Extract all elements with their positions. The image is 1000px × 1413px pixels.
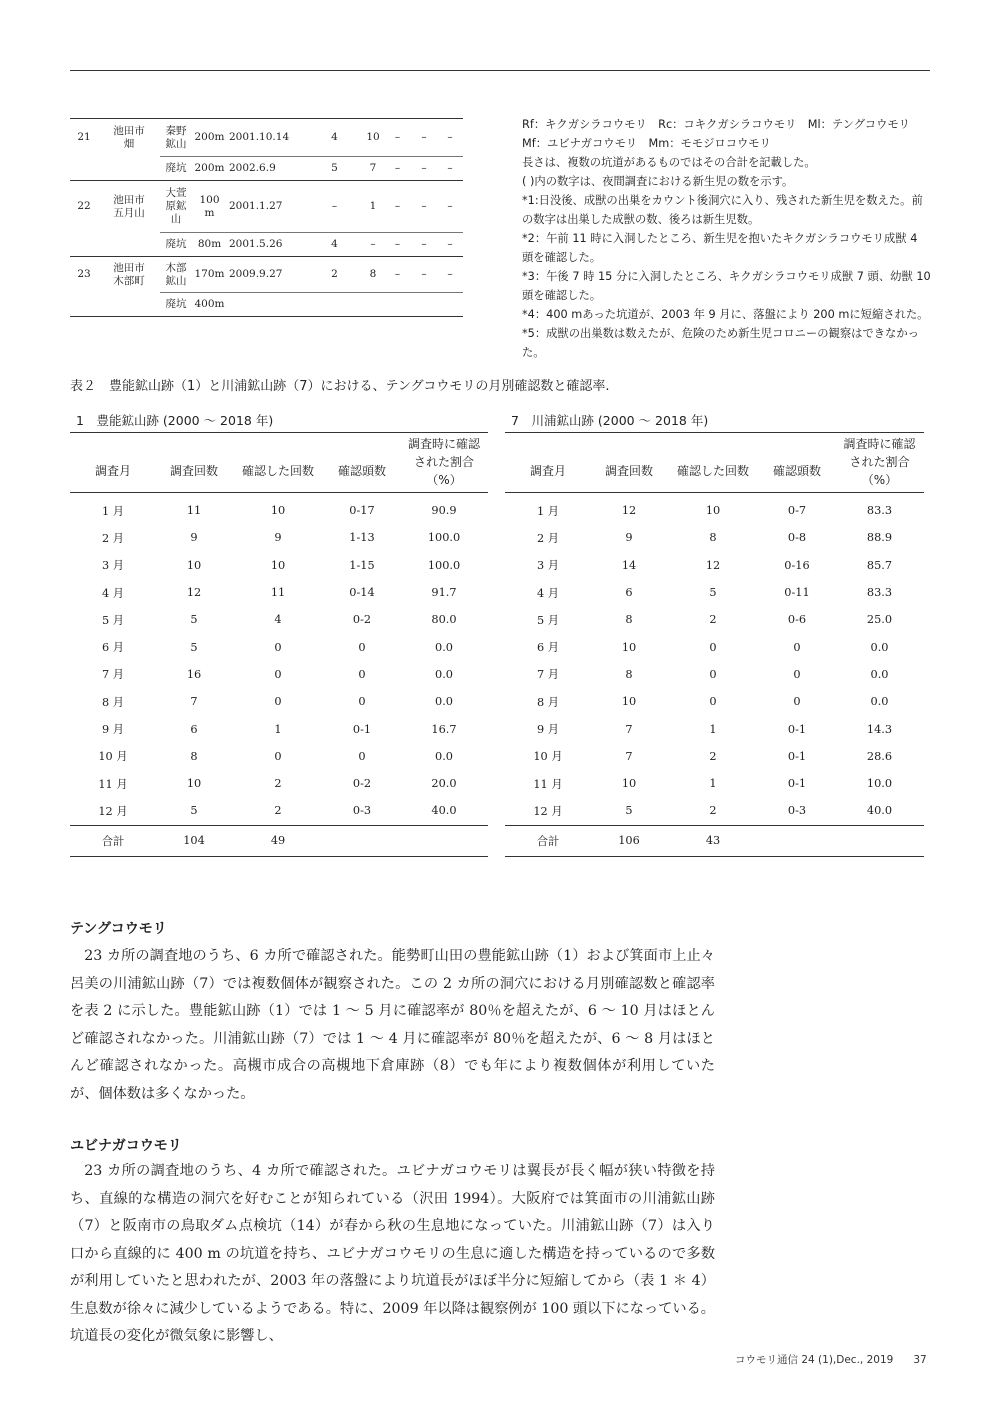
month-row xyxy=(70,633,488,660)
month-cell: 1 xyxy=(274,722,282,736)
month-cell: 8 xyxy=(709,531,717,545)
month-cell: 16.7 xyxy=(431,722,457,736)
survey-cell-no: 21 xyxy=(70,119,98,157)
month-row xyxy=(70,579,488,606)
survey-cell-a: 4 xyxy=(307,119,362,157)
month-cell: 12 月 xyxy=(533,804,563,818)
month-cell: 0-8 xyxy=(787,531,807,545)
month-cell: 3 月 xyxy=(536,559,560,573)
survey-cell-len: 200m xyxy=(192,157,227,181)
month-cell: 0 xyxy=(274,695,282,709)
month-cell: 0 xyxy=(274,640,282,654)
survey-row xyxy=(70,157,463,181)
survey-row xyxy=(70,181,463,233)
survey-cell-c: – xyxy=(384,257,411,293)
column-header-line: 調査時に確認 xyxy=(407,437,480,451)
month-cell: 5 月 xyxy=(101,613,125,627)
survey-cell-date: 2009.9.27 xyxy=(227,257,307,293)
month-cell: 10 xyxy=(621,640,637,654)
survey-cell-d xyxy=(411,293,437,317)
month-cell: 11 xyxy=(186,504,202,518)
month-cell: 5 xyxy=(709,586,717,600)
total-cell xyxy=(835,825,924,856)
total-cell: 49 xyxy=(232,825,324,856)
month-cell: 85.7 xyxy=(866,558,893,572)
month-row xyxy=(70,524,488,551)
month-row xyxy=(505,770,924,797)
month-cell: 0-11 xyxy=(784,586,810,600)
month-cell: 0.0 xyxy=(435,695,453,709)
month-cell: 28.6 xyxy=(866,749,893,763)
survey-cell-loc xyxy=(98,233,160,257)
section-heading-tengu: テングコウモリ xyxy=(70,921,167,937)
column-header: 確認した回数 xyxy=(232,433,324,493)
month-cell: 11 xyxy=(270,586,286,600)
month-cell: 9 月 xyxy=(101,723,125,737)
month-cell: 83.3 xyxy=(866,504,893,518)
survey-cell-site: 廃坑 xyxy=(160,157,192,181)
total-cell xyxy=(400,825,488,856)
survey-cell-e: – xyxy=(437,157,463,181)
note-line: *2：午前 11 時に入洞したところ、新生児を抱いたキクガシラコウモリ成獣 4 頭を確認した。 xyxy=(522,232,918,264)
month-cell: 10 月 xyxy=(98,750,128,764)
month-cell: 0.0 xyxy=(435,667,453,681)
total-cell: 合計 xyxy=(70,825,156,856)
month-row xyxy=(70,770,488,797)
survey-cell-len: 400m xyxy=(192,293,227,317)
survey-cell-loc xyxy=(98,293,160,317)
month-cell: 0-14 xyxy=(349,586,375,600)
note-line: *5：成獣の出巣数は数えたが、危険のため新生児コロニーの観察はできなかった。 xyxy=(522,327,919,359)
month-cell: 14.3 xyxy=(866,722,893,736)
month-cell: 2 xyxy=(709,804,717,818)
month-cell: 0-7 xyxy=(787,504,807,518)
month-cell: 10 xyxy=(186,777,202,791)
survey-cell-len: 170m xyxy=(192,257,227,293)
total-row xyxy=(505,825,924,856)
survey-cell-e: – xyxy=(437,233,463,257)
month-cell: 25.0 xyxy=(866,613,893,627)
survey-cell-date: 2002.6.9 xyxy=(227,157,307,181)
month-cell: 1 xyxy=(709,722,717,736)
month-cell: 10 xyxy=(270,504,286,518)
month-cell: 4 月 xyxy=(536,586,560,600)
month-cell: 88.9 xyxy=(866,531,893,545)
survey-cell-site: 秦野 鉱山 xyxy=(160,119,192,157)
month-row xyxy=(505,493,924,525)
survey-cell-d: – xyxy=(411,233,437,257)
month-cell: 5 xyxy=(190,613,198,627)
month-cell: 0 xyxy=(358,667,366,681)
survey-cell-d: – xyxy=(411,119,437,157)
column-header-line: された割合 xyxy=(413,455,474,469)
month-row xyxy=(505,688,924,715)
month-cell: 5 xyxy=(190,804,198,818)
month-row xyxy=(505,661,924,688)
month-cell: 0.0 xyxy=(435,749,453,763)
month-cell: 83.3 xyxy=(866,586,893,600)
month-cell: 0 xyxy=(709,667,717,681)
month-cell: 90.9 xyxy=(431,504,457,518)
month-row xyxy=(505,606,924,633)
survey-cell-a: – xyxy=(307,181,362,233)
month-row xyxy=(70,743,488,770)
month-cell: 0-2 xyxy=(352,613,372,627)
month-cell: 0-6 xyxy=(787,613,807,627)
month-cell: 2 月 xyxy=(101,531,125,545)
table-caption: 1 豊能鉱山跡 (2000 ～ 2018 年) xyxy=(76,413,274,428)
paragraph-yubinaga: 23 カ所の調査地のうち、4 カ所で確認された。ユビナガコウモリは翼長が長く幅が狭い特徴を持ち、直線的な構造の洞穴を好むことが知られている（沢田 1994）。大阪府では箕面市の川浦鉱山跡（7）と阪南市の鳥取ダム点検坑（14）が春から秋の生息地になっていた。川浦鉱山跡（7）は入り口から直線的に 400 m の坑道を持ち、ユビナガコウモリの生息に適した構造を持っているので多数が利用していたと思われたが、2003 年の落盤により坑道長がほぼ半分に短縮してから（表 1 ＊ 4）生息数が徐々に減少しているようである。特に、2009 年以降は観察例が 100 頭以下になっている。坑道長の変化が微気象に影響し、 xyxy=(70,1163,716,1344)
month-cell: 2 xyxy=(274,777,282,791)
month-row xyxy=(70,715,488,742)
month-row xyxy=(505,579,924,606)
survey-cell-loc: 池田市 畑 xyxy=(98,119,160,157)
month-cell: 0-1 xyxy=(352,722,372,736)
survey-cell-b: 1 xyxy=(362,181,384,233)
month-cell: 10 xyxy=(270,558,286,572)
survey-cell-b: 7 xyxy=(362,157,384,181)
survey-cell-a: 4 xyxy=(307,233,362,257)
month-cell: 0 xyxy=(709,695,717,709)
month-cell: 2 xyxy=(274,804,282,818)
month-cell: 16 xyxy=(186,667,202,681)
survey-cell-len: 80m xyxy=(192,233,227,257)
month-cell: 0-16 xyxy=(784,558,810,572)
total-cell xyxy=(324,825,400,856)
month-cell: 9 xyxy=(274,531,282,545)
table2-caption: 表２ 豊能鉱山跡（1）と川浦鉱山跡（7）における、テングコウモリの月別確認数と確認率. xyxy=(70,379,610,394)
month-cell: 2 xyxy=(709,749,717,763)
month-cell: 6 xyxy=(190,722,198,736)
journal-info: コウモリ通信 24 (1),Dec., 2019 xyxy=(735,1354,894,1366)
month-cell: 0.0 xyxy=(870,695,889,709)
section-heading-yubinaga: ユビナガコウモリ xyxy=(70,1138,182,1154)
paragraph-tengu: 23 カ所の調査地のうち、6 カ所で確認された。能勢町山田の豊能鉱山跡（1）および箕面市上止々呂美の川浦鉱山跡（7）では複数個体が観察された。この 2 カ所の洞穴における月別確認数と確認率を表 2 に示した。豊能鉱山跡（1）では 1 ～ 5 月に確認率が 80％を超えたが、6 ～ 10 月はほとんど確認されなかった。川浦鉱山跡（7）では 1 ～ 4 月に確認率が 80％を超えたが、6 ～ 8 月はほとんど確認されなかった。高槻市成合の高槻地下倉庫跡（8）でも年により複数個体が利用していたが、個体数は多くなかった。 xyxy=(70,948,715,1102)
note-line: *4：400 mあった坑道が、2003 年 9 月に、落盤により 200 mに短縮された。 xyxy=(522,308,929,321)
column-header: 調査回数 xyxy=(591,433,667,493)
month-cell: 11 月 xyxy=(98,777,128,791)
survey-cell-c: – xyxy=(384,157,411,181)
month-cell: 0 xyxy=(793,695,801,709)
month-cell: 7 月 xyxy=(536,668,560,682)
survey-cell-c: – xyxy=(384,181,411,233)
survey-cell-c: – xyxy=(384,233,411,257)
month-cell: 0 xyxy=(709,640,717,654)
month-cell: 8 xyxy=(625,667,633,681)
total-row xyxy=(70,825,488,856)
month-row xyxy=(505,552,924,579)
month-cell: 2 xyxy=(709,613,717,627)
month-cell: 10 xyxy=(621,777,637,791)
month-cell: 10 月 xyxy=(533,750,563,764)
month-cell: 0.0 xyxy=(870,667,889,681)
survey-cell-b: 10 xyxy=(362,119,384,157)
survey-cell-loc xyxy=(98,157,160,181)
month-cell: 1 月 xyxy=(101,504,125,518)
column-header: 確認頭数 xyxy=(759,433,835,493)
column-header: 調査回数 xyxy=(156,433,232,493)
top-rule xyxy=(70,70,930,71)
month-cell: 7 xyxy=(625,722,633,736)
survey-cell-d: – xyxy=(411,157,437,181)
survey-cell-a: 2 xyxy=(307,257,362,293)
survey-cell-no xyxy=(70,157,98,181)
month-cell: 14 xyxy=(621,558,637,572)
month-cell: 0 xyxy=(358,749,366,763)
month-cell: 0-1 xyxy=(787,722,807,736)
survey-cell-c: – xyxy=(384,119,411,157)
month-row xyxy=(70,661,488,688)
month-cell: 0 xyxy=(274,749,282,763)
month-cell: 8 xyxy=(625,613,633,627)
month-cell: 6 xyxy=(625,586,633,600)
month-cell: 7 xyxy=(190,695,198,709)
survey-cell-a xyxy=(307,293,362,317)
month-cell: 5 xyxy=(625,804,633,818)
monthly-table-kawaura xyxy=(505,410,924,857)
month-cell: 0-1 xyxy=(787,749,807,763)
survey-row xyxy=(70,293,463,317)
month-cell: 1 月 xyxy=(536,504,560,518)
month-cell: 0 xyxy=(793,667,801,681)
survey-table xyxy=(70,118,463,317)
column-header-line: （%） xyxy=(861,473,898,487)
survey-cell-e: – xyxy=(437,257,463,293)
survey-cell-date: 2001.10.14 xyxy=(227,119,307,157)
month-cell: 10 xyxy=(621,695,637,709)
month-row xyxy=(505,715,924,742)
survey-cell-date xyxy=(227,293,307,317)
month-cell: 0.0 xyxy=(435,640,453,654)
month-cell: 0 xyxy=(793,640,801,654)
survey-cell-d: – xyxy=(411,257,437,293)
month-cell: 12 xyxy=(621,504,637,518)
survey-cell-site: 廃坑 xyxy=(160,293,192,317)
month-cell: 7 xyxy=(625,749,633,763)
column-header: 確認した回数 xyxy=(667,433,759,493)
month-cell: 0-1 xyxy=(787,777,807,791)
month-cell: 1-13 xyxy=(349,531,375,545)
survey-cell-b xyxy=(362,293,384,317)
table1-notes xyxy=(522,115,932,362)
total-cell: 104 xyxy=(156,825,232,856)
month-cell: 8 xyxy=(190,749,198,763)
month-row xyxy=(70,688,488,715)
month-cell: 8 月 xyxy=(536,695,560,709)
total-cell: 106 xyxy=(591,825,667,856)
month-cell: 9 xyxy=(625,531,633,545)
month-cell: 10 xyxy=(186,558,202,572)
survey-row xyxy=(70,119,463,157)
note-line: Rf：キクガシラコウモリ Rc：コキクガシラコウモリ Ml：テングコウモリ Mf：ユビナガコウモリ Mm：モモジロコウモリ xyxy=(522,118,922,150)
month-cell: 8 月 xyxy=(101,695,125,709)
page-number: 37 xyxy=(913,1354,927,1366)
month-cell: 12 xyxy=(186,586,202,600)
survey-cell-b: 8 xyxy=(362,257,384,293)
month-cell: 0-2 xyxy=(352,777,372,791)
month-cell: 0.0 xyxy=(870,640,889,654)
month-cell: 7 月 xyxy=(101,668,125,682)
survey-cell-site: 大萱 原鉱 山 xyxy=(160,181,192,233)
month-cell: 11 月 xyxy=(533,777,563,791)
survey-cell-b: – xyxy=(362,233,384,257)
month-cell: 1-15 xyxy=(349,558,375,572)
survey-cell-no xyxy=(70,233,98,257)
survey-cell-d: – xyxy=(411,181,437,233)
column-header: 調査月 xyxy=(505,433,591,493)
month-cell: 6 月 xyxy=(536,641,560,655)
survey-cell-e: – xyxy=(437,119,463,157)
month-cell: 80.0 xyxy=(431,613,457,627)
survey-cell-loc: 池田市 木部町 xyxy=(98,257,160,293)
month-cell: 0-3 xyxy=(352,804,372,818)
month-cell: 5 月 xyxy=(536,613,560,627)
survey-cell-no xyxy=(70,293,98,317)
survey-cell-len: 100 m xyxy=(192,181,227,233)
survey-cell-date: 2001.5.26 xyxy=(227,233,307,257)
table-caption: 7 川浦鉱山跡 (2000 ～ 2018 年) xyxy=(511,413,709,428)
month-cell: 2 月 xyxy=(536,531,560,545)
month-cell: 0-3 xyxy=(787,804,807,818)
column-header: 調査月 xyxy=(70,433,156,493)
total-cell: 合計 xyxy=(505,825,591,856)
survey-cell-no: 23 xyxy=(70,257,98,293)
total-cell xyxy=(759,825,835,856)
month-cell: 5 xyxy=(190,640,198,654)
month-cell: 10.0 xyxy=(866,777,893,791)
month-row xyxy=(70,552,488,579)
month-cell: 91.7 xyxy=(431,586,457,600)
month-cell: 0 xyxy=(358,695,366,709)
survey-cell-site: 木部 鉱山 xyxy=(160,257,192,293)
survey-cell-site: 廃坑 xyxy=(160,233,192,257)
month-cell: 9 月 xyxy=(536,723,560,737)
month-cell: 12 xyxy=(705,558,721,572)
month-row xyxy=(505,633,924,660)
page-footer xyxy=(735,1352,927,1367)
month-cell: 20.0 xyxy=(431,777,457,791)
month-cell: 100.0 xyxy=(427,558,461,572)
column-header-rate xyxy=(835,433,924,493)
survey-cell-no: 22 xyxy=(70,181,98,233)
note-line: 長さは、複数の坑道があるものではその合計を記載した。 xyxy=(522,156,816,169)
month-cell: 6 月 xyxy=(101,641,125,655)
month-cell: 10 xyxy=(705,504,721,518)
survey-cell-e xyxy=(437,293,463,317)
column-header-rate xyxy=(400,433,488,493)
month-cell: 4 xyxy=(274,613,282,627)
month-cell: 3 月 xyxy=(101,559,125,573)
survey-cell-len: 200m xyxy=(192,119,227,157)
month-row xyxy=(70,606,488,633)
column-header: 確認頭数 xyxy=(324,433,400,493)
note-line: ( )内の数字は、夜間調査における新生児の数を示す。 xyxy=(522,175,794,188)
month-cell: 12 月 xyxy=(98,804,128,818)
month-cell: 0-17 xyxy=(349,504,375,518)
month-cell: 40.0 xyxy=(431,804,457,818)
month-row xyxy=(70,797,488,825)
month-row xyxy=(70,493,488,525)
month-cell: 4 月 xyxy=(101,586,125,600)
note-line: *1:日没後、成獣の出巣をカウント後洞穴に入り、残された新生児を数えた。前の数字は出巣した成獣の数、後ろは新生児数。 xyxy=(522,194,923,226)
column-header-line: （%） xyxy=(426,473,462,487)
monthly-table-toyono xyxy=(70,410,488,857)
month-cell: 0 xyxy=(358,640,366,654)
total-cell: 43 xyxy=(667,825,759,856)
note-line: *3：午後 7 時 15 分に入洞したところ、キクガシラコウモリ成獣 7 頭、幼獣 10 頭を確認した。 xyxy=(522,270,931,302)
survey-cell-loc: 池田市 五月山 xyxy=(98,181,160,233)
month-cell: 40.0 xyxy=(866,804,893,818)
survey-row xyxy=(70,257,463,293)
month-cell: 0 xyxy=(274,667,282,681)
survey-row xyxy=(70,233,463,257)
month-row xyxy=(505,524,924,551)
month-row xyxy=(505,743,924,770)
month-row xyxy=(505,797,924,825)
survey-cell-e: – xyxy=(437,181,463,233)
month-cell: 1 xyxy=(709,777,717,791)
survey-cell-date: 2001.1.27 xyxy=(227,181,307,233)
month-cell: 100.0 xyxy=(427,531,461,545)
month-cell: 9 xyxy=(190,531,198,545)
survey-cell-a: 5 xyxy=(307,157,362,181)
column-header-line: された割合 xyxy=(849,455,910,469)
column-header-line: 調査時に確認 xyxy=(843,437,916,451)
survey-cell-c xyxy=(384,293,411,317)
